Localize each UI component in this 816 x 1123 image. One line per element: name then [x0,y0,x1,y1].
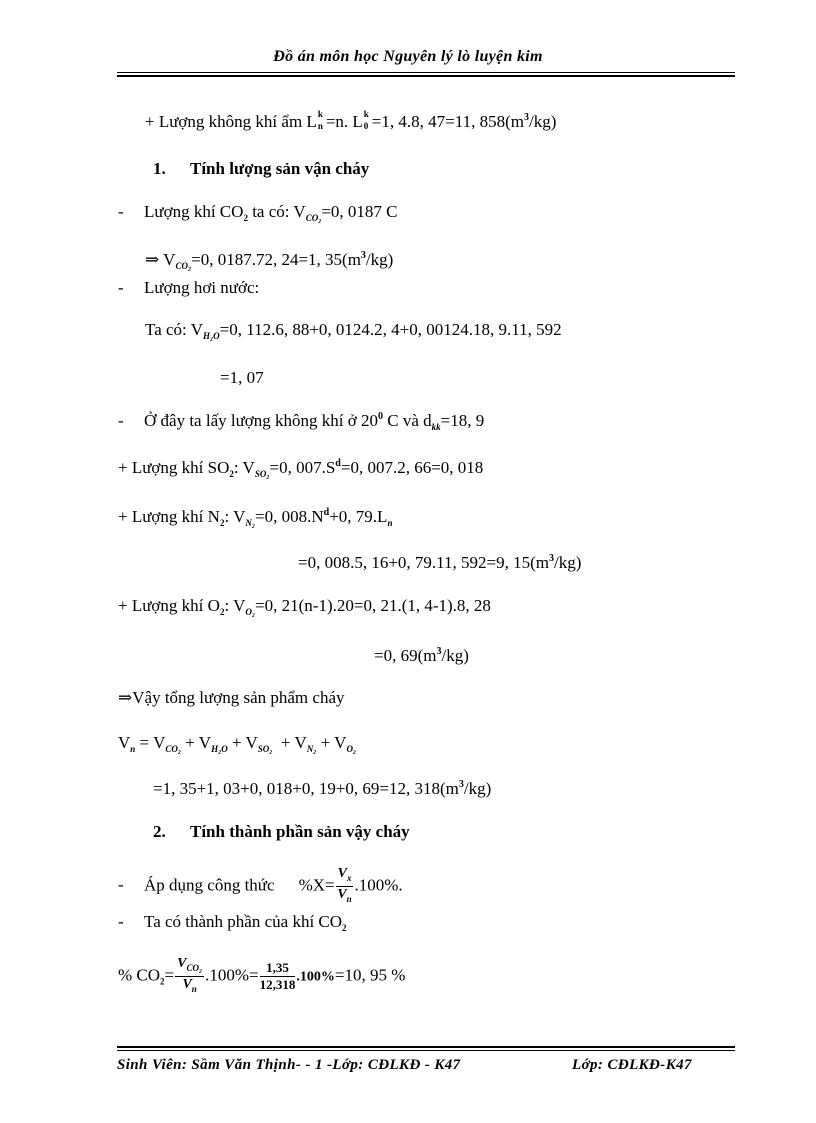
line-co2: - Lượng khí $CO_2$ ta có: $V_{CO_2}=0$, 0187 C [118,202,398,223]
line-total-products: ⇒Vậy tổng lượng sản phẩm cháy [118,688,345,707]
line-h2o: Ta có: $V_{H_2O}=0$, 112.6, 88+0, 0124.2, 4+0, 00124.18, 9.11, 592 [145,320,562,341]
header-title: Đồ án môn học Nguyên lý lò luyện kim [273,48,543,65]
line-sum-formula: $V_n = V_{CO_2} + V_{H_2O} + V_{SO_2} + V_{N_2} + V_{O_2}$ [118,733,357,754]
line-sum-result: =1, 35+1, 03+0, 018+0, 19+0, 69=12, $318(m^3/kg)$ [153,779,492,798]
line-water-vapor: - Lượng hơi nước: [118,278,260,297]
footer-right: Lớp: CĐLKĐ-K47 [572,1057,692,1073]
footer-rule-bottom [117,1050,735,1051]
line-n2: + Lượng khí $N_2$: $V_{N_2}=0$, $008.N^d+0$, $79.L_n$ [118,507,393,528]
line-o2: + Lượng khí $O_2$: $V_{O_2}=0$, 21(n-1).20=0, 21.(1, 4-1).8, 28 [118,596,491,617]
fraction-vx-vn: $\frac{V_x}{V_n}$ [337,866,352,904]
line-h2o-result: =1, 07 [220,368,264,387]
fraction-values: $\frac{1,35}{12,318}$ [259,960,296,992]
line-co2-result: ⇒ $V_{CO_2}=0$, 0187.72, 24=1, $35(m^3/kg)$ [145,250,394,271]
line-o2-result: =0, $69(m^3/kg)$ [374,646,469,665]
line-co2-composition: - Ta có thành phần của khí $CO_2$ [118,912,347,933]
heading-2: 2. Tính thành phần sản vậy cháy [153,822,410,841]
line-humid-air: + Lượng không khí ẩm L k n =n. L k 0 =1, 4.8, 47=11, $858(m^3/kg)$ [145,109,557,132]
header-rule-top [117,72,735,73]
header-rule-bottom [117,75,735,77]
footer-left: Sinh Viên: Sầm Văn Thịnh- - 1 -Lớp: CĐLKĐ - K47 [117,1057,461,1073]
line-formula: - Áp dụng công thức %X= $\frac{V_x}{V_n}$ .100%. [118,866,403,907]
line-air-temp: - Ở đây ta lấy lượng không khí ở $20^0$ C và $d_{kk}=18$, 9 [118,411,485,432]
line-co2-percent: % $CO_2=$ $\frac{V_{CO_2}}{V_n}$ .100%= $\frac{1,35}{12,318}$ .100%=10, 95 % [118,956,405,997]
fraction-vco2-vn: $\frac{V_{CO_2}}{V_n}$ [177,956,203,994]
footer-rule-top [117,1046,735,1048]
line-so2: + Lượng khí $SO_2$: $V_{SO_2}=0$, $007.S^d=0$, 007.2, 66=0, 018 [118,458,484,479]
heading-1: 1. Tính lượng sản vận cháy [153,159,370,178]
line-n2-result: =0, 008.5, 16+0, 79.11, 592=9, $15(m^3/kg)$ [298,553,582,572]
